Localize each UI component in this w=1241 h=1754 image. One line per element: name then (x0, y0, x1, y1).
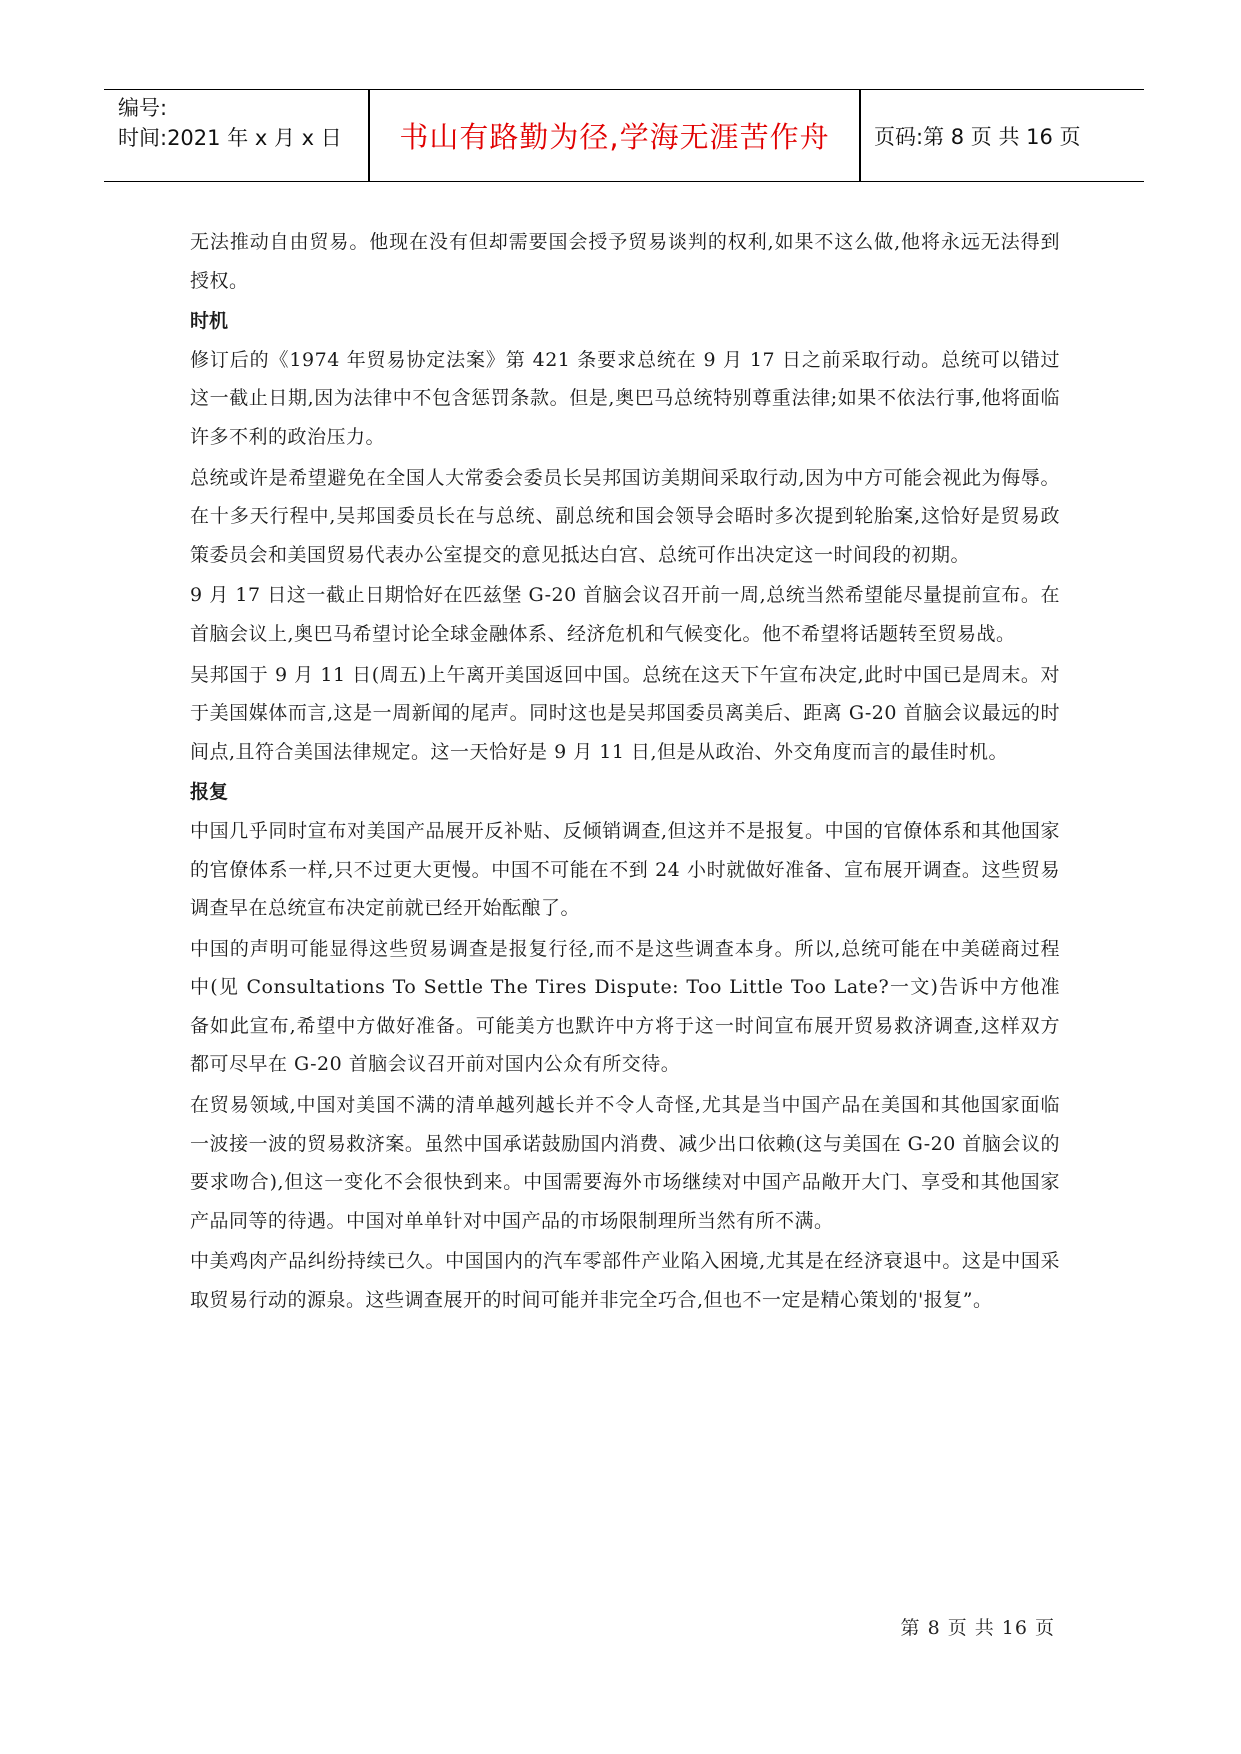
header-table (104, 89, 1144, 182)
paragraph: 总统或许是希望避免在全国人大常委会委员长吴邦国访美期间采取行动,因为中方可能会视此为侮辱。在十多天行程中,吴邦国委员长在与总统、副总统和国会领导会晤时多次提到轮胎案,这恰好是贸易政策委员会和美国贸易代表办公室提交的意见抵达白宫、总统可作出决定这一时间段的初期。 (190, 466, 1060, 566)
footer-page-number: 第 8 页 共 16 页 (900, 1617, 1055, 1639)
section-heading-timing: 时机 (190, 310, 229, 333)
paragraph: 无法推动自由贸易。他现在没有但却需要国会授予贸易谈判的权利,如果不这么做,他将永远无法得到授权。 (190, 231, 1060, 292)
time-label: 时间:2021 年 x 月 x 日 (118, 126, 342, 150)
paragraph: 吴邦国于 9 月 11 日(周五)上午离开美国返回中国。总统在这天下午宣布决定,此时中国已是周末。对于美国媒体而言,这是一周新闻的尾声。同时这也是吴邦国委员离美后、距离 G-20 首脑会议最远的时间点,且符合美国法律规定。这一天恰好是 9 月 11 日,但是从政治、外交角度而言的最佳时机。 (190, 663, 1060, 763)
header-motto: 书山有路勤为径,学海无涯苦作舟 (399, 120, 830, 154)
header-left-cell (118, 93, 366, 153)
number-label: 编号: (118, 96, 168, 120)
document-body (190, 223, 1060, 1322)
paragraph: 中国的声明可能显得这些贸易调查是报复行径,而不是这些调查本身。所以,总统可能在中美磋商过程中(见 Consultations To Settle The Tires Dispute: Too Little Too Late?一文)告诉中方他准备如此宣布,希望中方做好准备。可能美方也默许中方将于这一时间宣布展开贸易救济调查,这样双方都可尽早在 G-20 首脑会议召开前对国内公众有所交待。 (190, 937, 1060, 1076)
paragraph: 修订后的《1974 年贸易协定法案》第 421 条要求总统在 9 月 17 日之前采取行动。总统可以错过这一截止日期,因为法律中不包含惩罚条款。但是,奥巴马总统特别尊重法律;如果不依法行事,他将面临许多不利的政治压力。 (190, 348, 1060, 448)
section-heading-retaliation: 报复 (190, 781, 229, 804)
paragraph: 中国几乎同时宣布对美国产品展开反补贴、反倾销调查,但这并不是报复。中国的官僚体系和其他国家的官僚体系一样,只不过更大更慢。中国不可能在不到 24 小时就做好准备、宣布展开调查。这些贸易调查早在总统宣布决定前就已经开始酝酿了。 (190, 819, 1060, 920)
header-divider-right (859, 90, 861, 181)
paragraph: 9 月 17 日这一截止日期恰好在匹兹堡 G-20 首脑会议召开前一周,总统当然希望能尽量提前宣布。在首脑会议上,奥巴马希望讨论全球金融体系、经济危机和气候变化。他不希望将话题转至贸易战。 (190, 584, 1060, 645)
header-page-label: 页码:第 8 页 共 16 页 (874, 124, 1081, 149)
paragraph: 中美鸡肉产品纠纷持续已久。中国国内的汽车零部件产业陷入困境,尤其是在经济衰退中。这是中国采取贸易行动的源泉。这些调查展开的时间可能并非完全巧合,但也不一定是精心策划的'报复”。 (190, 1250, 1060, 1312)
paragraph: 在贸易领域,中国对美国不满的清单越列越长并不令人奇怪,尤其是当中国产品在美国和其他国家面临一波接一波的贸易救济案。虽然中国承诺鼓励国内消费、减少出口依赖(这与美国在 G-20 首脑会议的要求吻合),但这一变化不会很快到来。中国需要海外市场继续对中国产品敞开大门、享受和其他国家产品同等的待遇。中国对单单针对中国产品的市场限制理所当然有所不满。 (190, 1094, 1060, 1232)
